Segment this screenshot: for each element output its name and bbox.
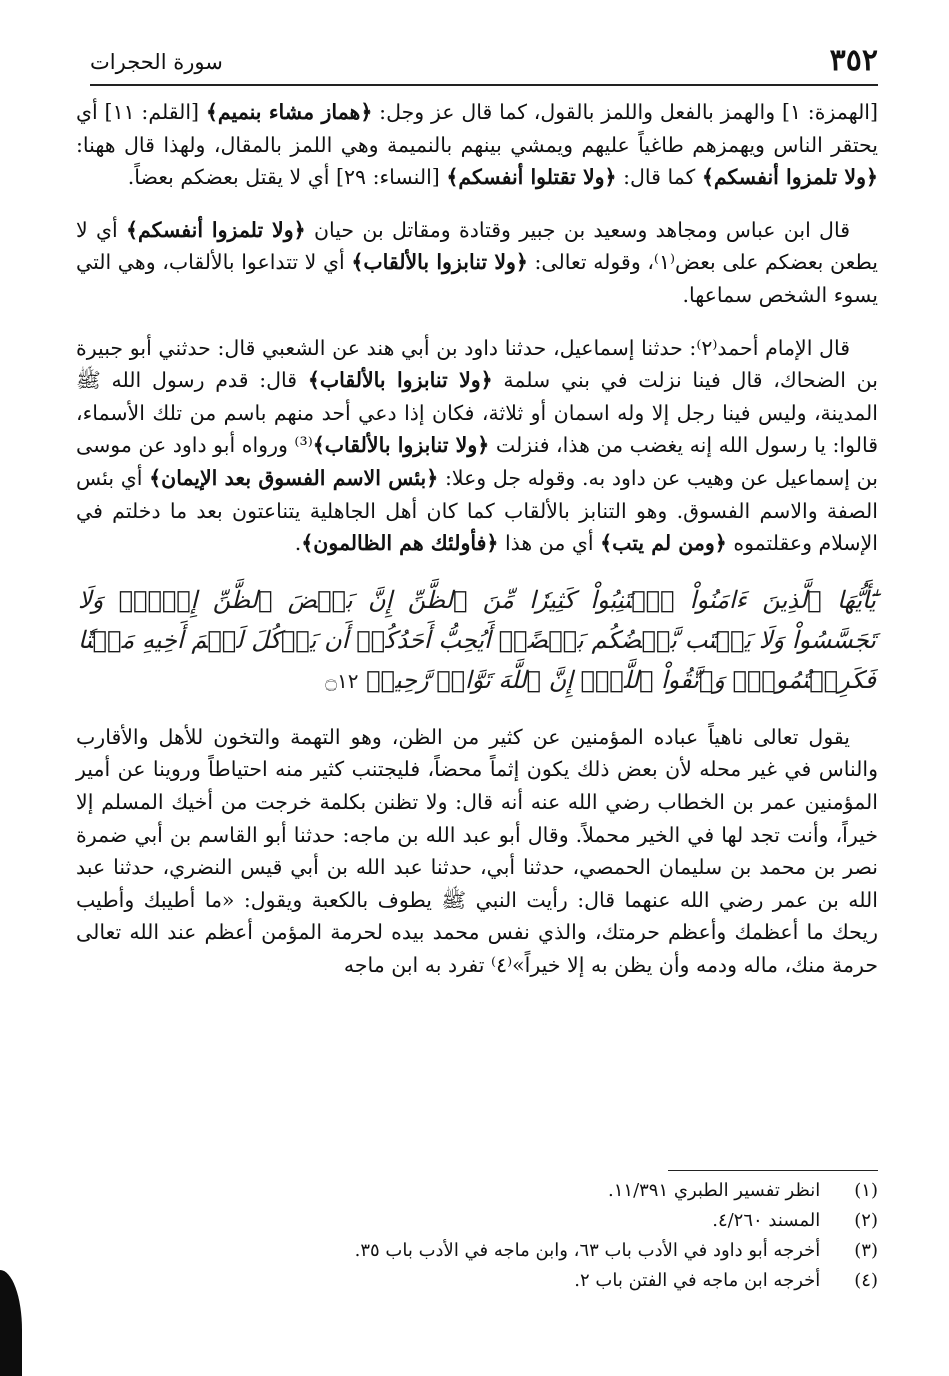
footnotes (76, 1176, 878, 1296)
paragraph-2: قال ابن عباس ومجاهد وسعيد بن جبير وقتادة ومقاتل بن حيان ﴿ولا تلمزوا أنفسكم﴾ أي لا يطعن بعضكم على بعض⁽١⁾، وقوله تعالى: ﴿ولا تنابزوا بالألقاب﴾ أي لا تتداعوا بالألقاب، وهي التي يسوء الشخص سماعها. (76, 217, 878, 307)
quran-quote: ﴿هماز مشاء بنميم﴾ (205, 100, 373, 124)
quran-quote: ﴿ولا تنابزوا بالألقاب﴾ (351, 250, 528, 275)
quran-quote: ﴿بئس الاسم الفسوق بعد الإيمان﴾ (149, 465, 439, 490)
quran-quote: ﴿ولا تقتلوا أنفسكم﴾ (446, 165, 617, 190)
footnote-3: (٣) أخرجه أبو داود في الأدب باب ٦٣، وابن ماجه في الأدب باب ٣٥. (354, 1240, 878, 1261)
footnote-divider (668, 1170, 878, 1171)
quran-quote: ﴿ولا تنابزوا بالألقاب﴾ (312, 433, 490, 458)
quran-verse (76, 580, 878, 701)
verse-number-mark: ۝١٢ (325, 668, 359, 693)
paragraph-4: يقول تعالى ناهياً عباده المؤمنين عن كثير من الظن، وهو التهمة والتخون للأهل والأقارب والناس في غير محله لأن بعض ذلك يكون إثماً محضاً، فليجتنب كثير منه احتياطاً وروينا عن أمير المؤمنين عمر بن الخطاب رضي الله عنه أنه قال: ولا تظنن بكلمة خرجت من أخيك المسلم إلا خيراً، وأنت تجد لها في الخير محملاً. وقال أبو عبد الله بن ماجه: حدثنا أبو القاسم بن أبي ضمرة نصر بن محمد بن سليمان الحمصي، حدثنا أبي، حدثنا عبد الله بن أبي قيس النضري، حدثنا عبد الله بن عمر رضي الله عنهما قال: رأيت النبي ﷺ يطوف بالكعبة ويقول: «ما أطيبك وأطيب ريحك ما أعظمك وأعظم حرمتك، والذي نفس محمد بيده لحرمة المؤمن أعظم عند الله تعالى حرمة منك، ماله ودمه وأن يظن به إلا خيراً»⁽٤⁾ تفرد به ابن ماجه (76, 724, 878, 977)
header-divider (90, 84, 878, 86)
page-body (76, 96, 878, 1001)
footnote-2: (٢) المسند ٤/٢٦٠. (712, 1210, 878, 1231)
verse-text: يَٰٓأَيُّهَا ٱلَّذِينَ ءَامَنُواْ ٱجۡتَنِبُواْ كَثِيرٗا مِّنَ ٱلظَّنِّ إِنَّ بَعۡضَ ٱلظَّنِّ إِثۡمٞۖ وَلَا تَجَسَّسُواْ وَلَا يَغۡتَب بَّعۡضُكُم بَعۡضًاۚ أَيُحِبُّ أَحَدُكُمۡ أَن يَأۡكُلَ لَحۡمَ أَخِيهِ مَيۡتٗا فَكَرِهۡتُمُوهُۚ وَٱتَّقُواْ ٱللَّهَۚ إِنَّ ٱللَّهَ تَوَّابٞ رَّحِيمٞ (78, 585, 876, 694)
scan-edge-shadow (0, 1270, 22, 1376)
page-number: ٣٥٢ (829, 43, 878, 78)
quran-quote: ﴿فأولئك هم الظالمون﴾ (301, 531, 499, 556)
quran-quote: ﴿ولا تلمزوا أنفسكم﴾ (701, 165, 878, 190)
quran-quote: ﴿ومن لم يتب﴾ (600, 531, 727, 556)
paragraph-3: قال الإمام أحمد⁽٢⁾: حدثنا إسماعيل، حدثنا داود بن أبي هند عن الشعبي قال: حدثني أبو جبيرة بن الضحاك، قال فينا نزلت في بني سلمة ﴿ولا تنابزوا بالألقاب﴾ قال: قدم رسول الله ﷺ المدينة، وليس فينا رجل إلا وله اسمان أو ثلاثة، فكان إذا دعي أحد منهم باسم من تلك الأسماء، قالوا: يا رسول الله إنه يغضب من هذا، فنزلت ﴿ولا تنابزوا بالألقاب﴾⁽³⁾ ورواه أبو داود عن موسى بن إسماعيل عن وهيب عن داود به. وقوله جل وعلا: ﴿بئس الاسم الفسوق بعد الإيمان﴾ أي بئس الصفة والاسم الفسوق. وهو التنابز بالألقاب كما كان أهل الجاهلية يتناعتون بعد ما دخلتم في الإسلام وعقلتموه ﴿ومن لم يتب﴾ أي من هذا ﴿فأولئك هم الظالمون﴾. (76, 335, 878, 556)
footnote-4: (٤) أخرجه ابن ماجه في الفتن باب ٢. (574, 1270, 878, 1291)
footnote-1: (١) انظر تفسير الطبري ١١/٣٩١. (608, 1180, 878, 1201)
running-title: سورة الحجرات (90, 50, 223, 74)
quran-quote: ﴿ولا تنابزوا بالألقاب﴾ (307, 368, 493, 393)
page-header (90, 40, 878, 80)
quran-quote: ﴿ولا تلمزوا أنفسكم﴾ (125, 217, 306, 242)
paragraph-1: [الهمزة: ١] والهمز بالفعل واللمز بالقول، كما قال عز وجل: ﴿هماز مشاء بنميم﴾ [القلم: ١١] أي يحتقر الناس ويهمزهم طاغياً عليهم ويمشي بينهم بالنميمة وهي اللمز بالمقال، ولهذا قال ههنا: ﴿ولا تلمزوا أنفسكم﴾ كما قال: ﴿ولا تقتلوا أنفسكم﴾ [النساء: ٢٩] أي لا يقتل بعضكم بعضاً. (76, 100, 879, 190)
